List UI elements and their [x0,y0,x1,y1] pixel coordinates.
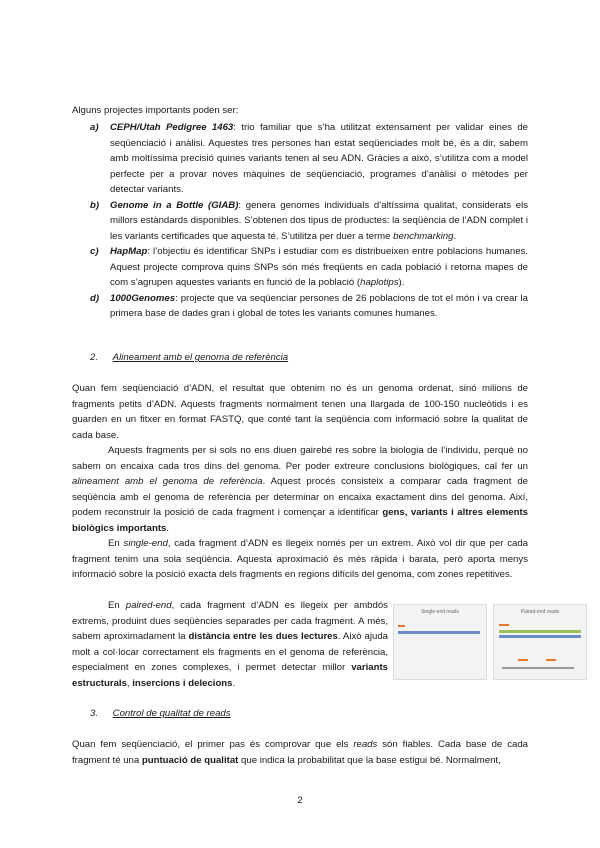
paired-end-figure [493,604,587,680]
section-title: Alineament amb el genoma de referència [112,352,289,363]
project-name: 1000Genomes [110,292,176,304]
projects-list [72,120,528,322]
read-bar [499,624,509,626]
single-end-figure [393,604,487,680]
list-item: a) CEPH/Utah Pedigree 1463: trio familiar que s’ha utilitzat extensament per validar eines de seqüenciació i anàlisi. Aquestes tres persones han estat seqüenciades molt bé, és a dir, sabem amb moltíssima precisió quines variants tenen al seu ADN. Gràcies a això, s’utilitza com a model perfecte per a provar noves màquines de seqüenciació, programes d’anàlisi o mètodes per detectar variants. [90,122,528,195]
project-description: genera genomes individuals d’altíssima qualitat, considerats els millors estàndards disponibles. S’obtenen dos tipus de productes: la seqüència de l’ADN complet i les variants certificades que aquesta té. S’utilitza per duer a terme [110,199,529,242]
page-number: 2 [297,795,303,806]
paragraph-alignment: Aquests fragments per si sols no ens diuen gairebé res sobre la biologia de l’individu, perquè no sabem on encaixa cada tros dins del genoma. Per poder extreure conclusions biològiques, cal fer un alineament amb el genoma de referència. Aquest procés consisteix a comparar cada fragment de seqüència amb el genoma de referència per determinar on encaixa exactament dins del genoma. Així, podem reconstruir la posició de cada fragment i començar a identificar gens, variants i altres elements biològics importants. [72,445,528,534]
project-description: trio familiar que s’ha utilitzat extensament per validar eines de seqüenciació i anàlisi. Aquestes tres persones han estat seqüenciades molt bé, és a dir, sabem amb moltíssima precisió quines variants tenen al seu ADN. Gràcies a això, s’utilitza com a model perfecte per a provar noves màquines de seqüenciació, programes d’anàlisi o mètodes per detectar variants. [110,122,528,195]
section-number: 3. [90,708,99,719]
read-bar [546,659,556,661]
section-title: Control de qualitat de reads [112,708,231,719]
project-name: HapMap [110,246,148,257]
intro-text: Alguns projectes importants poden ser: [72,105,239,116]
section-heading-alineament [72,350,288,366]
reference-bar [499,630,581,633]
section-number: 2. [90,352,99,363]
paragraph-single-end: En single-end, cada fragment d’ADN es llegeix només per un extrem. Això vol dir que per cada fragment tenim una sola seqüència. Aquesta aproximació és més ràpida i barata, però aporta menys informació sobre la posició exacta dels fragments en regions difícils del genoma, com zones repetitives. [72,538,529,580]
reads-figures [393,604,593,680]
list-marker: c) [90,246,99,257]
paragraph-paired-end: En paired-end, cada fragment d’ADN es llegeix per ambdós extrems, produint dues seqüències separades per cada fragment. A més, sabem aproximadament la distància entre les dues lectures. Això ajuda molt a col·locar correctament els fragments en el genoma de referència, especialment en zones complexes, i permet detectar millor variants estructurals, insercions i delecions. [72,600,388,689]
project-description: projecte que va seqüenciar persones de 26 poblacions de tot el món i va crear la primera base de dades gran i global de totes les variants comunes humanes. [110,292,528,319]
reference-bar [398,631,480,634]
list-item: b) Genome in a Bottle (GIAB): genera genomes individuals d’altíssima qualitat, considerats els millors estàndards disponibles. S’obtenen dos tipus de productes: la seqüència de l’ADN complet i les variants certificades que aquesta té. S’utilitza per duer a terme benchmarking. [90,199,529,242]
reference-bar [499,635,581,638]
read-bar [518,659,528,661]
figure-title: Single-end reads [421,609,459,615]
list-marker: b) [90,199,100,211]
paragraph-quality: Quan fem seqüenciació, el primer pas és comprovar que els reads són fiables. Cada base de cada fragment té una puntuació de qualitat que indica la probabilitat que la base estigui bé. Normalment, [72,739,528,766]
paragraph-sequencing: Quan fem seqüenciació d’ADN, el resultat que obtenim no és un genoma ordenat, sinó milions de fragments petits d’ADN. Aquests fragments normalment tenen una llargada de 100-150 nucleòtids i es guarden en un fitxer en format FASTQ, que conté tant la seqüència com informació sobre la qualitat de cada base. [72,383,528,441]
insert-bar [502,667,574,669]
project-name: CEPH/Utah Pedigree 1463 [110,122,234,133]
project-description: l’objectiu és identificar SNPs i estudiar com es distribueixen entre poblacions humanes. Aquest projecte comprova quins SNPs són més freqüents en cada població i retorna mapes de com s’agrupen aquestes variants en funció de la població ( [110,246,528,288]
section-heading-quality [72,706,231,722]
list-item: d) 1000Genomes: projecte que va seqüenciar persones de 26 poblacions de tot el món i va crear la primera base de dades gran i global de totes les variants comunes humanes. [90,292,528,319]
list-item: c) HapMap: l’objectiu és identificar SNPs i estudiar com es distribueixen entre poblacions humanes. Aquest projecte comprova quins SNPs són més freqüents en cada població i retorna mapes de com s’agrupen aquestes variants en funció de la població (haplotips). [90,246,528,288]
list-marker: a) [90,122,99,133]
read-bar [398,625,405,627]
project-name: Genome in a Bottle (GIAB) [110,199,239,211]
list-marker: d) [90,292,100,304]
figure-title: Paired-end reads [520,609,560,615]
